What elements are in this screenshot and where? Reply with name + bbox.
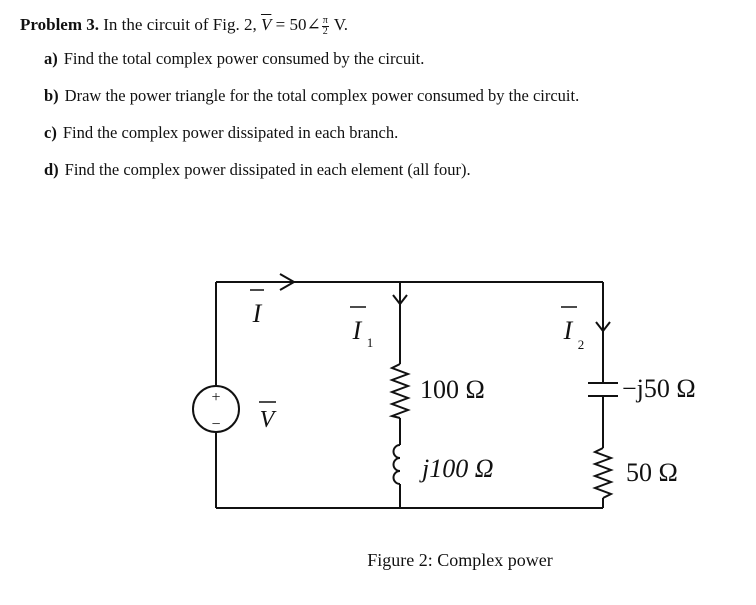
part-text: Draw the power triangle for the total complex power consumed by the circuit. xyxy=(64,86,580,105)
inductor-icon xyxy=(394,445,401,484)
part-text: Find the complex power dissipated in each branch. xyxy=(62,123,399,142)
current-1-subscript: 1 xyxy=(366,335,374,350)
source-minus: − xyxy=(211,416,221,433)
voltage-unit: V. xyxy=(333,15,349,34)
voltage-value: = 50∠ xyxy=(275,15,321,34)
inductor-label: j100 Ω xyxy=(422,454,494,483)
current-1-label: I xyxy=(352,316,362,345)
resistor-100-icon xyxy=(392,364,408,418)
capacitor-icon xyxy=(588,383,618,396)
part-text: Find the complex power dissipated in each element (all four). xyxy=(64,160,471,179)
problem-label: Problem 3. xyxy=(20,15,100,34)
part-label: d) xyxy=(44,160,59,179)
resistor-50-icon xyxy=(595,448,611,498)
problem-intro: In the circuit of Fig. 2, xyxy=(103,15,257,34)
source-voltage-label: V xyxy=(259,407,275,433)
part-label: c) xyxy=(44,123,57,142)
capacitor-label: −j50 Ω xyxy=(622,374,696,403)
voltage-symbol: $\overline{V}$ xyxy=(260,15,272,34)
resistor-50-label: 50 Ω xyxy=(626,458,678,487)
part-label: a) xyxy=(44,49,58,68)
circuit-wires xyxy=(216,282,603,508)
part-label: b) xyxy=(44,86,59,105)
source-plus: + xyxy=(211,389,221,406)
figure-caption: Figure 2: Complex power xyxy=(367,550,553,570)
current-2-subscript: 2 xyxy=(577,337,585,352)
angle-numerator: π xyxy=(322,14,328,26)
angle-denominator: 2 xyxy=(322,25,328,37)
part-text: Find the total complex power consumed by the circuit. xyxy=(63,49,425,68)
current-2-label: I xyxy=(563,316,573,345)
resistor-100-label: 100 Ω xyxy=(420,375,485,404)
current-total-label: I xyxy=(252,299,262,328)
